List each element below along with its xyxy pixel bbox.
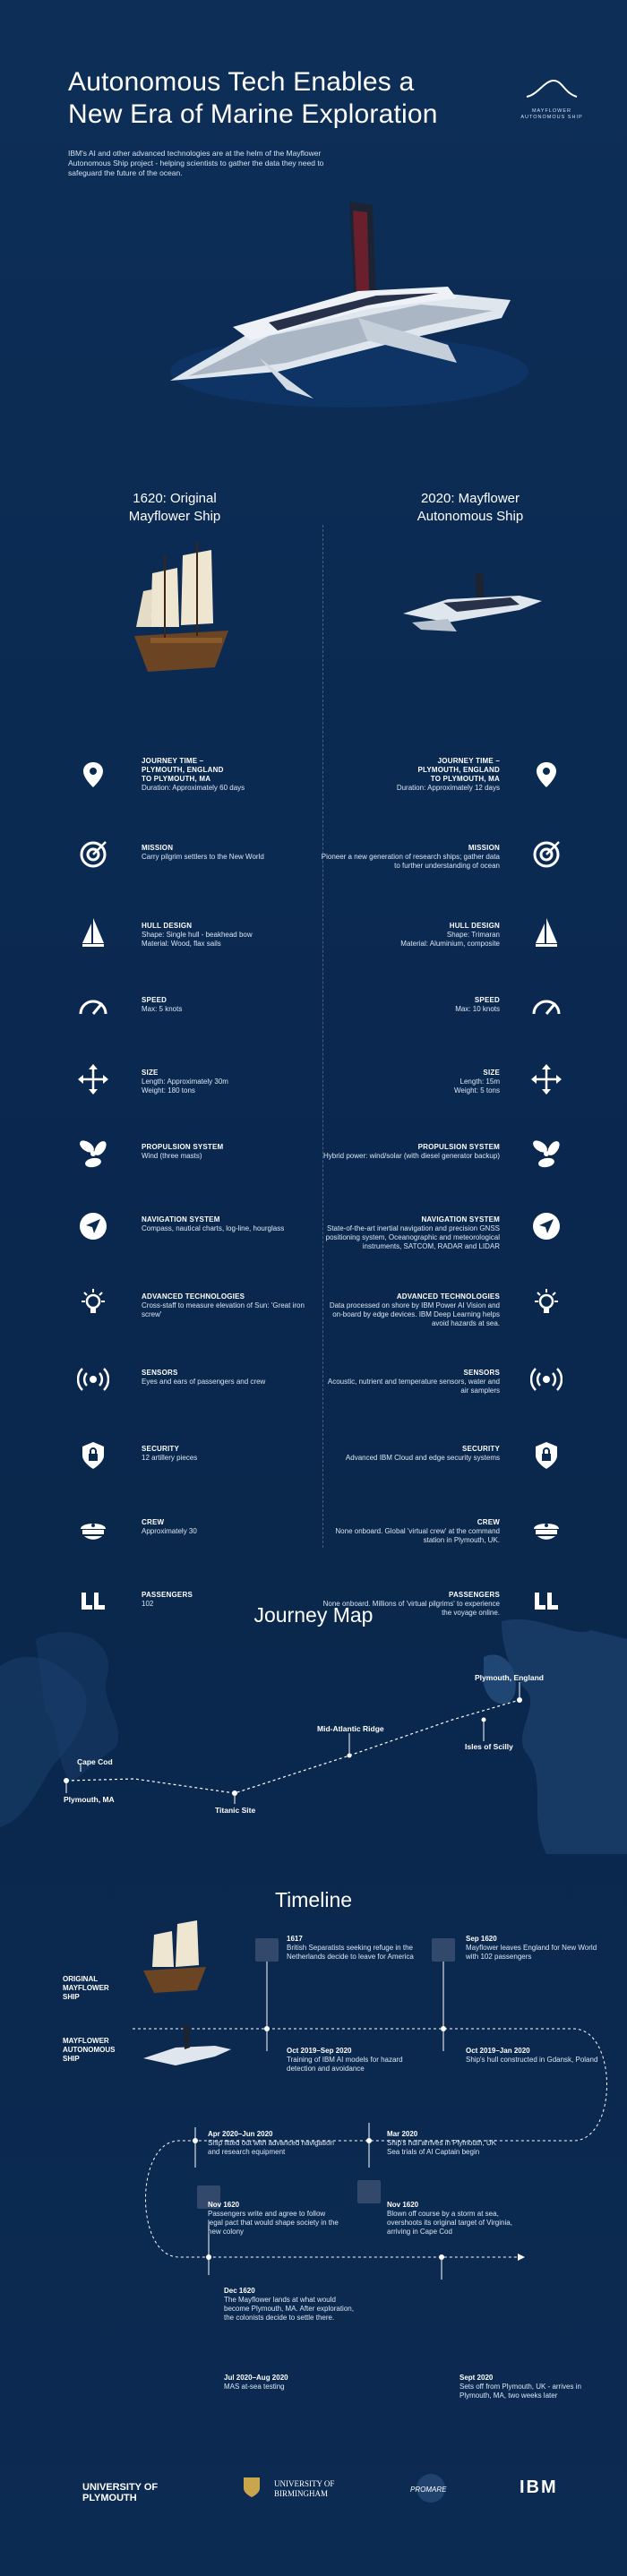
lightbulb-icon: [77, 1287, 109, 1319]
autonomous-ship-image: [394, 569, 546, 640]
right-row-value: Duration: Approximately 12 days: [396, 784, 500, 792]
timeline-event-date: Jul 2020–Aug 2020: [224, 2374, 288, 2382]
journey-map-title: Journey Map: [253, 1603, 374, 1627]
left-row-text: [142, 996, 312, 1014]
right-row-value: Length: 15m Weight: 5 tons: [454, 1078, 500, 1095]
navigation-arrow-icon: [77, 1210, 109, 1242]
timeline-event: [466, 1935, 600, 1962]
partner-birmingham: UNIVERSITY OF BIRMINGHAM: [274, 2479, 335, 2498]
intro-text: IBM's AI and other advanced technologies are at the helm of the Mayflower Autonomous Ship project - helping scientists to gather the data they need to safeguard the future of the ocean.: [68, 149, 324, 177]
left-row-value: Cross-staff to measure elevation of Sun: 'Great iron screw': [142, 1301, 305, 1318]
timeline-original-ship-image: [143, 1920, 206, 1993]
left-row-value: Eyes and ears of passengers and crew: [142, 1378, 266, 1386]
right-row-label: SPEED: [474, 996, 500, 1004]
left-row-label: PROPULSION SYSTEM: [142, 1143, 224, 1151]
left-row-value: Wind (three masts): [142, 1152, 202, 1160]
timeline-event-text: Mayflower leaves England for New World with 102 passengers: [466, 1944, 597, 1961]
right-row-value: Hybrid power: wind/solar (with diesel generator backup): [323, 1152, 500, 1160]
sensor-waves-icon: [77, 1363, 109, 1395]
timeline-event-text: Passengers write and agree to follow legal pact that would shape society in the new colony: [208, 2210, 339, 2236]
timeline-event: [208, 2130, 342, 2157]
right-title-line2: Autonomous Ship: [417, 509, 524, 524]
right-row-value: Data processed on shore by IBM Power AI Vision and on-board by edge devices. IBM Deep Learning helps avoid hazards at sea.: [329, 1301, 500, 1327]
location-pin-icon: [530, 759, 563, 791]
left-row-text: [142, 1518, 312, 1536]
left-title-line1: 1620: Original: [133, 491, 217, 506]
right-row-text: [321, 1518, 500, 1545]
timeline-event: [466, 2047, 600, 2065]
timeline-event: [387, 2130, 521, 2157]
right-row-text: [321, 1215, 500, 1251]
timeline-event-date: Mar 2020: [387, 2130, 418, 2138]
left-row-label: NAVIGATION SYSTEM: [142, 1215, 220, 1224]
timeline-event-text: Ship fitted out with advanced navigation and research equipment: [208, 2139, 334, 2156]
right-row-text: [321, 922, 500, 949]
map-label-titanic-site: Titanic Site: [215, 1806, 256, 1815]
right-row-label: PASSENGERS: [449, 1591, 500, 1599]
left-row-label: HULL DESIGN: [142, 922, 193, 930]
timeline-event: [208, 2201, 342, 2237]
left-row-value: Compass, nautical charts, log-line, hourglass: [142, 1224, 285, 1232]
partner-ibm: IBM: [520, 2477, 558, 2497]
timeline-event: [224, 2287, 358, 2323]
right-row-label: SENSORS: [463, 1369, 500, 1377]
timeline-event-text: British Separatists seeking refuge in the Netherlands decide to leave for America: [287, 1944, 414, 1961]
right-row-text: [321, 1292, 500, 1328]
left-row-text: [142, 844, 312, 862]
timeline-event: [460, 2374, 594, 2400]
speedometer-icon: [530, 991, 563, 1023]
right-row-label: HULL DESIGN: [449, 922, 500, 930]
left-row-value: 102: [142, 1600, 154, 1608]
security-lock-icon: [530, 1439, 563, 1472]
left-row-text: [142, 757, 312, 793]
timeline-event-text: Blown off course by a storm at sea, overshoots its original target of Virginia, arriving in Cape Cod: [387, 2210, 512, 2236]
timeline-event: [287, 1935, 421, 1962]
timeline-label-original: ORIGINAL MAYFLOWER SHIP: [63, 1975, 109, 2001]
journey-map: [0, 1585, 627, 1854]
right-row-text: [321, 1369, 500, 1395]
left-row-label: MISSION: [142, 844, 174, 852]
timeline-event-date: Sept 2020: [460, 2374, 494, 2382]
arrows-move-icon: [530, 1063, 563, 1095]
timeline-event: [287, 2047, 421, 2074]
right-column-title: [381, 490, 560, 526]
right-row-text: [321, 996, 500, 1014]
captain-hat-icon: [530, 1513, 563, 1545]
timeline-event-text: Sets off from Plymouth, UK - arrives in Plymouth, MA, two weeks later: [460, 2383, 581, 2400]
lightbulb-icon: [530, 1287, 563, 1319]
left-row-text: [142, 1445, 312, 1463]
left-row-label: SPEED: [142, 996, 167, 1004]
partner-promare: PROMARE: [410, 2486, 447, 2494]
timeline-event-date: Nov 1620: [387, 2201, 419, 2209]
map-label-plymouth-england: Plymouth, England: [475, 1673, 544, 1682]
map-label-cape-cod: Cape Cod: [77, 1757, 113, 1766]
speedometer-icon: [77, 991, 109, 1023]
right-row-text: [321, 844, 500, 871]
right-row-label: NAVIGATION SYSTEM: [421, 1215, 500, 1224]
left-row-value: Max: 5 knots: [142, 1005, 183, 1013]
captain-hat-icon: [77, 1513, 109, 1545]
arrows-move-icon: [77, 1063, 109, 1095]
partner-plymouth: UNIVERSITY OF PLYMOUTH: [82, 2482, 159, 2503]
sail-icon: [530, 916, 563, 949]
left-row-value: Length: Approximately 30m Weight: 180 tons: [142, 1078, 228, 1095]
left-title-line2: Mayflower Ship: [128, 509, 221, 524]
timeline-autonomous-ship-image: [143, 2024, 231, 2065]
map-label-isles-of-scilly: Isles of Scilly: [465, 1742, 513, 1751]
right-row-value: Shape: Trimaran Material: Aluminium, composite: [400, 931, 500, 948]
left-row-label: CREW: [142, 1518, 165, 1526]
timeline-title: Timeline: [274, 1888, 353, 1911]
security-lock-icon: [77, 1439, 109, 1472]
left-row-text: [142, 922, 312, 949]
timeline-event: [224, 2374, 358, 2391]
left-row-label: SECURITY: [142, 1445, 180, 1453]
right-row-label: ADVANCED TECHNOLOGIES: [396, 1292, 500, 1301]
timeline-event-date: 1617: [287, 1935, 303, 1943]
right-row-label: CREW: [477, 1518, 500, 1526]
timeline-event-text: Training of IBM AI models for hazard detection and avoidance: [287, 2056, 403, 2073]
right-row-text: [321, 1143, 500, 1161]
hero-autonomous-ship-image: [152, 193, 528, 416]
timeline-event-text: MAS at-sea testing: [224, 2383, 285, 2391]
left-row-value: 12 artillery pieces: [142, 1454, 198, 1462]
right-row-label: MISSION: [468, 844, 500, 852]
right-row-label: SIZE: [483, 1069, 500, 1077]
left-row-value: Approximately 30: [142, 1527, 197, 1535]
mas-logo: [516, 77, 588, 121]
left-column-title: [85, 490, 264, 526]
timeline-event-date: Oct 2019–Sep 2020: [287, 2047, 352, 2055]
logo-wave-icon: [525, 77, 579, 100]
left-row-label: ADVANCED TECHNOLOGIES: [142, 1292, 245, 1301]
timeline-event-date: Dec 1620: [224, 2287, 255, 2295]
map-label-mid-atlantic: Mid-Atlantic Ridge: [317, 1724, 384, 1733]
timeline-event-date: Oct 2019–Jan 2020: [466, 2047, 530, 2055]
left-row-label: SIZE: [142, 1069, 159, 1077]
timeline-event-date: Apr 2020–Jun 2020: [208, 2130, 273, 2138]
sensor-waves-icon: [530, 1363, 563, 1395]
right-row-label: PROPULSION SYSTEM: [417, 1143, 500, 1151]
sail-icon: [77, 916, 109, 949]
birmingham-crest-icon: [242, 2476, 262, 2499]
right-row-label: SECURITY: [461, 1445, 500, 1453]
right-row-value: Acoustic, nutrient and temperature sensors, water and air samplers: [327, 1378, 500, 1395]
page-title: Autonomous Tech Enables a New Era of Marine Exploration: [68, 67, 438, 129]
left-row-text: [142, 1215, 312, 1233]
timeline-event-date: Nov 1620: [208, 2201, 240, 2209]
left-row-value: Carry pilgrim settlers to the New World: [142, 853, 264, 861]
left-row-label: SENSORS: [142, 1369, 178, 1377]
right-row-value: Pioneer a new generation of research ships; gather data to further understanding of ocean: [321, 853, 500, 870]
right-row-value: None onboard. Millions of 'virtual pilgrims' to experience the voyage online.: [322, 1600, 500, 1617]
right-row-text: [321, 1069, 500, 1095]
left-row-text: [142, 1292, 312, 1319]
right-row-value: State-of-the-art inertial navigation and precision GNSS positioning system, Oceanographic and meteorological instruments, SATCOM, RADAR and LIDAR: [325, 1224, 500, 1250]
left-row-label: JOURNEY TIME – PLYMOUTH, ENGLAND TO PLYMOUTH, MA: [142, 757, 224, 783]
navigation-arrow-icon: [530, 1210, 563, 1242]
left-row-label: PASSENGERS: [142, 1591, 193, 1599]
right-row-value: None onboard. Global 'virtual crew' at the command station in Plymouth, UK.: [335, 1527, 500, 1544]
timeline-event-text: Ship's hull arrives in Plymouth, UK Sea trials of AI Captain begin: [387, 2139, 497, 2156]
timeline-event-text: Ship's hull constructed in Gdansk, Poland: [466, 2056, 598, 2064]
right-row-value: Max: 10 knots: [455, 1005, 500, 1013]
propeller-icon: [77, 1138, 109, 1170]
timeline-event: [387, 2201, 521, 2237]
timeline-label-autonomous: MAYFLOWER AUTONOMOUS SHIP: [63, 2037, 116, 2063]
timeline-event-text: The Mayflower lands at what would become Plymouth, MA. After exploration, the colonists decide to settle there.: [224, 2296, 354, 2322]
right-title-line1: 2020: Mayflower: [420, 491, 520, 506]
timeline-event-date: Sep 1620: [466, 1935, 497, 1943]
right-row-text: [321, 1445, 500, 1463]
left-row-text: [142, 1069, 312, 1095]
propeller-icon: [530, 1138, 563, 1170]
right-row-text: [321, 757, 500, 793]
left-row-text: [142, 1369, 312, 1387]
target-icon: [77, 838, 109, 871]
target-icon: [530, 838, 563, 871]
location-pin-icon: [77, 759, 109, 791]
original-mayflower-image: [125, 537, 237, 681]
map-label-plymouth-ma: Plymouth, MA: [64, 1795, 115, 1804]
right-row-label: JOURNEY TIME – PLYMOUTH, ENGLAND TO PLYMOUTH, MA: [417, 757, 500, 783]
right-row-value: Advanced IBM Cloud and edge security systems: [345, 1454, 500, 1462]
left-row-text: [142, 1143, 312, 1161]
left-row-value: Duration: Approximately 60 days: [142, 784, 245, 792]
logo-text: MAYFLOWER AUTONOMOUS SHIP: [520, 108, 583, 120]
left-row-value: Shape: Single hull - beakhead bow Material: Wood, flax sails: [142, 931, 253, 948]
